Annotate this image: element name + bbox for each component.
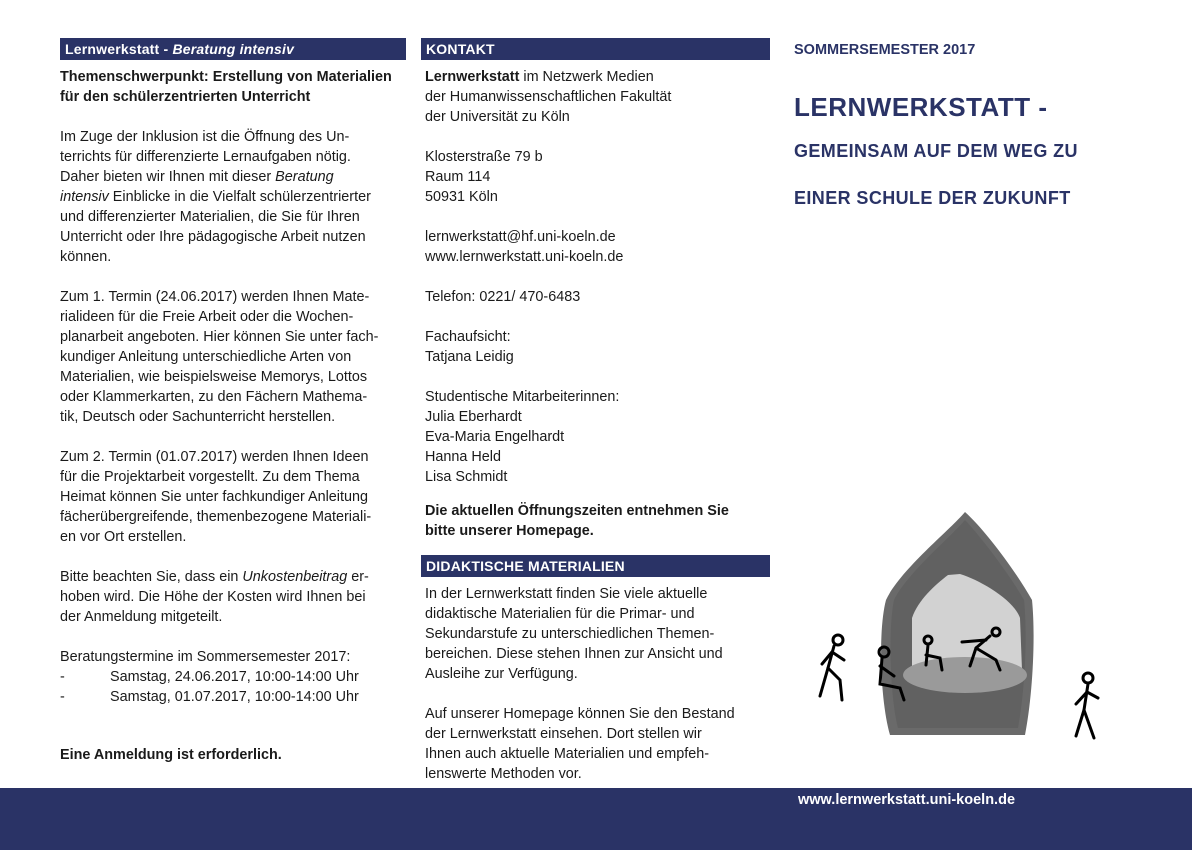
termin2-line: en vor Ort erstellen. (60, 529, 187, 545)
intro-text: Einblicke in die Vielfalt schülerzentrierter (108, 189, 371, 205)
didaktik-line: Ausleihe zur Verfügung. (425, 666, 578, 682)
section-header-beratung (60, 38, 406, 60)
date-item (60, 667, 406, 687)
termin2-line: Heimat können Sie unter fachkundiger Anleitung (60, 489, 368, 505)
intro-line: Unterricht oder Ihre pädagogische Arbeit nutzen (60, 229, 366, 245)
semester-label: SOMMERSEMESTER 2017 (794, 42, 976, 58)
cost-line: hoben wird. Die Höhe der Kosten wird Ihnen bei (60, 589, 366, 605)
date-dash: - (60, 669, 65, 685)
termin1-line: tik, Deutsch oder Sachunterricht herstellen. (60, 409, 336, 425)
column-beratung (60, 38, 406, 765)
date-dash: - (60, 689, 65, 705)
dates-title: Beratungstermine im Sommersemester 2017: (60, 649, 351, 665)
intro-italic: intensiv (60, 189, 109, 205)
staff-name: Hanna Held (425, 449, 502, 465)
intro-line: terrichts für differenzierte Lernaufgaben nötig. (60, 149, 351, 165)
cost-text: er- (347, 569, 369, 585)
cost-line: der Anmeldung mitgeteilt. (60, 609, 223, 625)
staff-name: Julia Eberhardt (425, 409, 522, 425)
didaktik-line: Auf unserer Homepage können Sie den Bestand (425, 706, 735, 722)
org-bold: Lernwerkstatt (425, 69, 520, 85)
intro-italic: Beratung (275, 169, 334, 185)
didaktik-body (421, 584, 770, 784)
staff-name: Lisa Schmidt (425, 469, 508, 485)
didaktik-line: Ihnen auch aktuelle Materialien und empfeh- (425, 746, 709, 762)
didaktik-line: der Lernwerkstatt einsehen. Dort stellen wir (425, 726, 702, 742)
cover-subtitle: GEMEINSAM AUF DEM WEG ZU (794, 141, 1078, 161)
address-line: Klosterstraße 79 b (425, 149, 543, 165)
address-line: Raum 114 (425, 169, 491, 185)
column-cover (790, 38, 1170, 209)
supervision-label: Fachaufsicht: (425, 329, 511, 345)
intro-line: Im Zuge der Inklusion ist die Öffnung des Un- (60, 129, 350, 145)
theme-line: Themenschwerpunkt: Erstellung von Materialien (60, 69, 392, 85)
didaktik-line: didaktische Materialien für die Primar- und (425, 606, 695, 622)
termin2-line: Zum 2. Termin (01.07.2017) werden Ihnen Ideen (60, 449, 369, 465)
termin1-line: Zum 1. Termin (24.06.2017) werden Ihnen Mate- (60, 289, 370, 305)
hours-note: Die aktuellen Öffnungszeiten entnehmen Sie (425, 503, 729, 519)
didaktik-line: In der Lernwerkstatt finden Sie viele aktuelle (425, 586, 708, 602)
termin1-line: planarbeit angeboten. Hier können Sie unter fach- (60, 329, 379, 345)
beratung-body (60, 67, 406, 765)
column-kontakt (421, 38, 770, 784)
date-text: Samstag, 24.06.2017, 10:00-14:00 Uhr (110, 669, 359, 685)
registration-note: Eine Anmeldung ist erforderlich. (60, 747, 282, 763)
org-line (425, 67, 770, 87)
intro-line: und differenzierter Materialien, die Sie für Ihren (60, 209, 360, 225)
date-item (60, 687, 406, 707)
org-line: der Humanwissenschaftlichen Fakultät (425, 89, 672, 105)
section-header-kontakt: KONTAKT (421, 38, 770, 60)
intro-line: können. (60, 249, 112, 265)
cost-line (60, 567, 406, 587)
website-link[interactable]: www.lernwerkstatt.uni-koeln.de (425, 249, 624, 265)
intro-line (60, 167, 406, 187)
termin1-line: Materialien, wie beispielsweise Memorys, Lottos (60, 369, 368, 385)
didaktik-line: lenswerte Methoden vor. (425, 766, 582, 782)
termin1-line: oder Klammerkarten, zu den Fächern Mathema- (60, 389, 368, 405)
email-link[interactable]: lernwerkstatt@hf.uni-koeln.de (425, 229, 616, 245)
staff-name: Eva-Maria Engelhardt (425, 429, 565, 445)
hours-note: bitte unserer Homepage. (425, 523, 594, 539)
termin1-line: rialideen für die Freie Arbeit oder die Wochen- (60, 309, 354, 325)
cost-text: Bitte beachten Sie, dass ein (60, 569, 243, 585)
didaktik-line: bereichen. Diese stehen Ihnen zur Ansicht und (425, 646, 723, 662)
footer-bar (0, 788, 1192, 850)
supervision-name: Tatjana Leidig (425, 349, 514, 365)
cover-title: LERNWERKSTATT - (794, 92, 1048, 122)
didaktik-line: Sekundarstufe zu unterschiedlichen Themen- (425, 626, 715, 642)
cost-italic: Unkostenbeitrag (242, 569, 348, 585)
header-prefix: Lernwerkstatt - (65, 41, 173, 57)
theme-line: für den schülerzentrierten Unterricht (60, 89, 311, 105)
house-with-stick-figures-icon (800, 500, 1110, 765)
date-text: Samstag, 01.07.2017, 10:00-14:00 Uhr (110, 689, 359, 705)
header-italic: Beratung intensiv (172, 41, 295, 57)
intro-line (60, 187, 406, 207)
intro-text: Daher bieten wir Ihnen mit dieser (60, 169, 276, 185)
termin2-line: fächerübergreifende, themenbezogene Materiali- (60, 509, 372, 525)
kontakt-body (421, 67, 770, 541)
org-text: im Netzwerk Medien (519, 69, 654, 85)
footer-website-link[interactable]: www.lernwerkstatt.uni-koeln.de (798, 792, 1016, 808)
termin1-line: kundiger Anleitung unterschiedliche Arten von (60, 349, 352, 365)
section-header-didaktik: DIDAKTISCHE MATERIALIEN (421, 555, 770, 577)
phone: Telefon: 0221/ 470-6483 (425, 289, 581, 305)
cover-subtitle: EINER SCHULE DER ZUKUNFT (794, 188, 1071, 208)
org-line: der Universität zu Köln (425, 109, 570, 125)
staff-label: Studentische Mitarbeiterinnen: (425, 389, 620, 405)
termin2-line: für die Projektarbeit vorgestellt. Zu dem Thema (60, 469, 360, 485)
address-line: 50931 Köln (425, 189, 498, 205)
